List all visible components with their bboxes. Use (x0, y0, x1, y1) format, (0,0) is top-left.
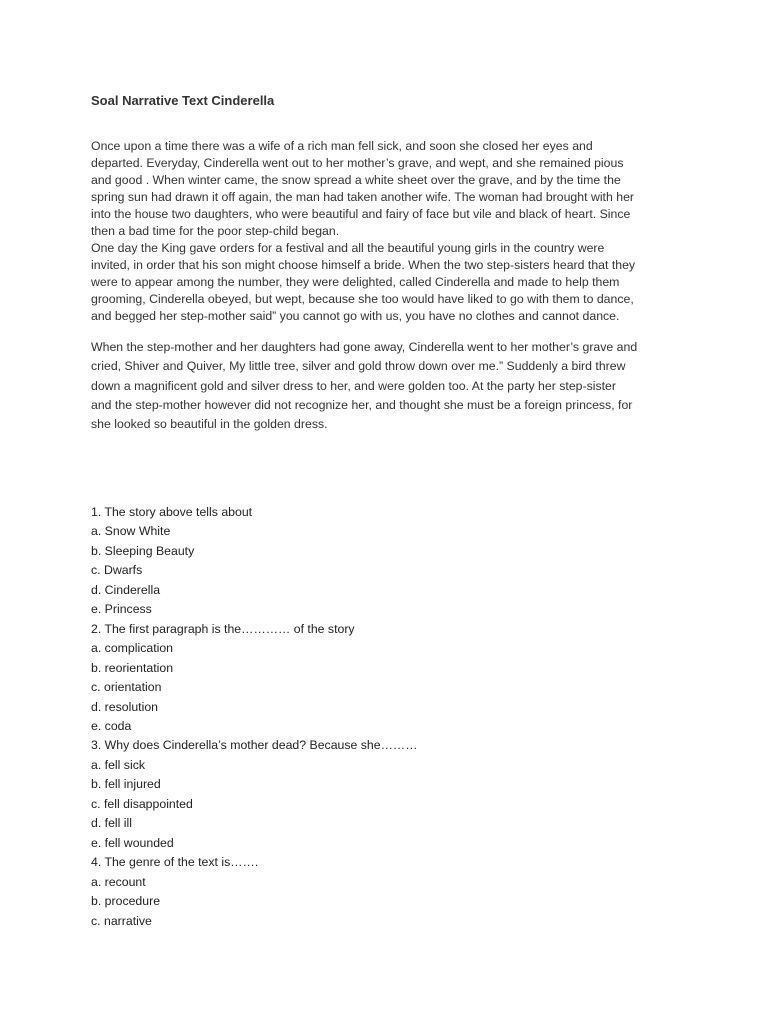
paragraph-line: and good . When winter came, the snow spread a white sheet over the grave, and by the time the (91, 173, 621, 187)
document-title: Soal Narrative Text Cinderella (91, 93, 275, 108)
paragraph-line: departed. Everyday, Cinderella went out to her mother’s grave, and wept, and she remained pious (91, 156, 624, 170)
answer-option: b. reorientation (91, 660, 174, 675)
answer-option: b. fell injured (91, 777, 161, 792)
answer-option: a. fell sick (91, 757, 145, 772)
answer-option: d. Cinderella (91, 582, 161, 597)
answer-option: c. orientation (91, 680, 162, 695)
story-paragraph-1 (91, 138, 689, 325)
answer-option: c. narrative (91, 913, 152, 928)
answer-option: b. Sleeping Beauty (91, 543, 195, 558)
paragraph-line: and begged her step-mother said” you cannot go with us, you have no clothes and cannot dance. (91, 309, 620, 323)
question-text: 3. Why does Cinderella’s mother dead? Because she……… (91, 738, 418, 753)
paragraph-line: spring sun had drawn it off again, the man had taken another wife. The woman had brought with her (91, 190, 635, 204)
answer-option: a. complication (91, 641, 174, 656)
answer-option: c. fell disappointed (91, 796, 193, 811)
answer-option: e. coda (91, 718, 132, 733)
question-text: 4. The genre of the text is……. (91, 855, 259, 870)
answer-option: c. Dwarfs (91, 563, 143, 578)
answer-option: a. Snow White (91, 524, 171, 539)
paragraph-line: cried, Shiver and Quiver, My little tree, silver and gold throw down over me.” Suddenly a bird threw (91, 359, 626, 374)
paragraph-line: invited, in order that his son might choose himself a bride. When the two step-sisters heard that they (91, 258, 636, 272)
question-text: 2. The first paragraph is the………… of the story (91, 621, 355, 636)
answer-option: d. fell ill (91, 816, 133, 831)
answer-option: d. resolution (91, 699, 158, 714)
answer-option: e. fell wounded (91, 835, 174, 850)
paragraph-line: Once upon a time there was a wife of a rich man fell sick, and soon she closed her eyes and (91, 139, 593, 153)
paragraph-line: then a bad time for the poor step-child began. (91, 224, 340, 238)
paragraph-line: When the step-mother and her daughters had gone away, Cinderella went to her mother’s grave and (91, 340, 638, 354)
answer-option: a. recount (91, 874, 146, 889)
paragraph-line: grooming, Cinderella obeyed, but wept, because she too would have liked to go with them to dance, (91, 292, 634, 306)
paragraph-line: down a magnificent gold and silver dress to her, and were golden too. At the party her step-sister (91, 378, 616, 393)
answer-option: e. Princess (91, 602, 152, 617)
question-list (91, 503, 418, 931)
story-paragraph-2 (91, 338, 689, 434)
question-text: 1. The story above tells about (91, 505, 253, 519)
paragraph-line: and the step-mother however did not recognize her, and thought she must be a foreign princess, for (91, 397, 633, 412)
answer-option: b. procedure (91, 894, 161, 909)
paragraph-line: were to appear among the number, they were delighted, called Cinderella and made to help them (91, 275, 620, 289)
paragraph-line: she looked so beautiful in the golden dress. (91, 417, 328, 432)
paragraph-line: into the house two daughters, who were beautiful and fairy of face but vile and black of heart. Since (91, 207, 631, 221)
paragraph-line: One day the King gave orders for a festival and all the beautiful young girls in the country were (91, 241, 605, 255)
